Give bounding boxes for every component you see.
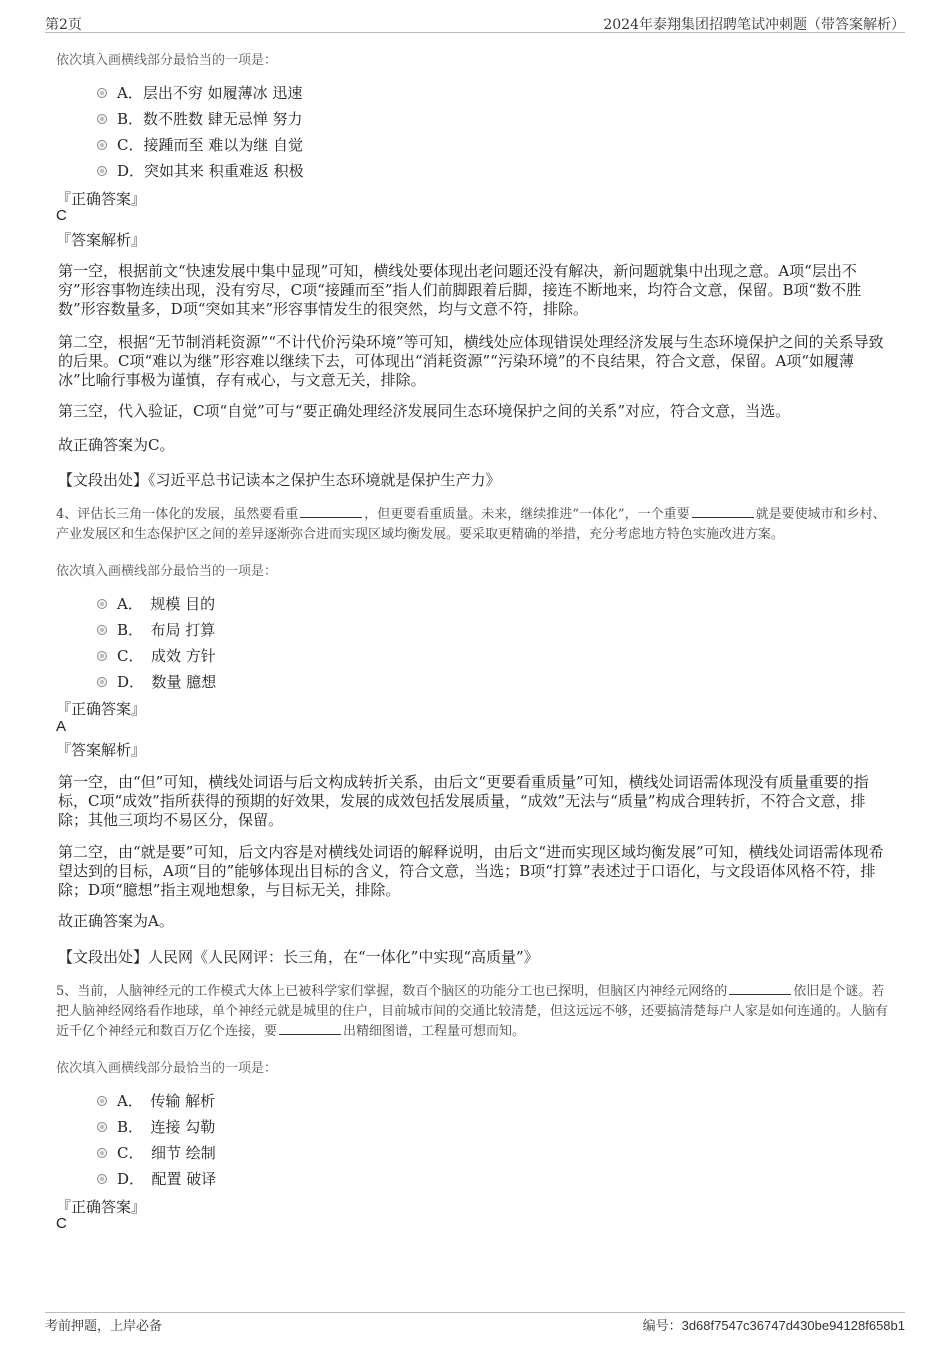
q3-option-d[interactable]: D．突如其来 积重难返 积极 xyxy=(97,160,304,180)
q3-analysis-para-3: 第三空，代入验证，C项“自觉”可与“要正确处理经济发展同生态环境保护之间的关系”对应，符合文意，当选。 xyxy=(58,402,791,420)
radio-icon[interactable] xyxy=(97,599,107,609)
page-header xyxy=(45,14,905,33)
q4-analysis-para-2: 第二空，由“就是要”可知，后文内容是对横线处词语的解释说明，由后文“进而实现区域均衡发展”可知，横线处词语需体现希望达到的目标，A项“目的”能够体现出目标的含义，符合文意，当选；B项“打算”表述过于口语化，与文段语体风格不符，排除；D项“臆想”指主观地想象，与目标无关，排除。 xyxy=(58,843,884,899)
q5-blank-1 xyxy=(729,982,791,995)
document-code: 编号：3d68f7547c36747d430be94128f658b1 xyxy=(642,1318,905,1334)
radio-icon[interactable] xyxy=(97,1174,107,1184)
q4-question: 4、评估长三角一体化的发展，虽然要看重 ，但更要看重质量。未来，继续推进“一体化”，一个重要 就是要使城市和乡村、产业发展区和生态保护区之间的差异逐渐弥合进而实现区域均衡发展。要采取更精确的举措，充分考虑地方特色实施改进方案。 xyxy=(56,507,886,542)
radio-icon[interactable] xyxy=(97,114,107,124)
q5-option-b[interactable]: B． 连接 勾勒 xyxy=(97,1116,215,1136)
q4-answer-label: 『正确答案』 xyxy=(56,700,147,718)
q3-source: 【文段出处】《习近平总书记读本之保护生态环境就是保护生产力》 xyxy=(58,471,501,489)
q5-option-a[interactable]: A． 传输 解析 xyxy=(97,1090,215,1110)
q4-option-c[interactable]: C． 成效 方针 xyxy=(97,645,216,665)
q3-analysis-label: 『答案解析』 xyxy=(56,231,147,249)
page-number: 第2页 xyxy=(45,17,82,33)
radio-icon[interactable] xyxy=(97,625,107,635)
q4-option-d[interactable]: D． 数量 臆想 xyxy=(97,671,216,691)
q4-answer: A xyxy=(56,718,67,735)
q4-source: 【文段出处】人民网《人民网评：长三角，在“一体化”中实现“高质量”》 xyxy=(58,948,539,966)
radio-icon[interactable] xyxy=(97,1096,107,1106)
q5-prompt: 依次填入画横线部分最恰当的一项是： xyxy=(56,1061,278,1076)
q5-option-d[interactable]: D． 配置 破译 xyxy=(97,1168,216,1188)
radio-icon[interactable] xyxy=(97,651,107,661)
q4-analysis-label: 『答案解析』 xyxy=(56,741,147,759)
q5-option-c[interactable]: C． 细节 绘制 xyxy=(97,1142,216,1162)
q4-analysis-para-1: 第一空，由“但”可知，横线处词语与后文构成转折关系，由后文“更要看重质量”可知，横线处词语需体现没有质量重要的指标，C项“成效”指所获得的预期的好效果，发展的成效包括发展质量，“成效”无法与“质量”构成合理转折，不符合文意，排除；其他三项均不易区分，保留。 xyxy=(58,773,869,829)
q3-option-a[interactable]: A．层出不穷 如履薄冰 迅速 xyxy=(97,82,302,102)
radio-icon[interactable] xyxy=(97,140,107,150)
radio-icon[interactable] xyxy=(97,88,107,98)
q3-analysis-para-2: 第二空，根据“无节制消耗资源”“不计代价污染环境”等可知，横线处应体现错误处理经济发展与生态环境保护之间的关系导致的后果。C项“难以为继”形容难以继续下去，可体现出“消耗资源”“污染环境”的不良结果，符合文意，保留。A项“如履薄冰”比喻行事极为谨慎，存有戒心，与文意无关，排除。 xyxy=(58,333,884,389)
page-footer xyxy=(45,1312,905,1333)
q4-option-b[interactable]: B． 布局 打算 xyxy=(97,619,215,639)
footer-slogan: 考前押题，上岸必备 xyxy=(45,1319,163,1334)
q4-blank-1 xyxy=(300,505,362,518)
q3-analysis-para-1: 第一空，根据前文“快速发展中集中显现”可知，横线处要体现出老问题还没有解决，新问题就集中出现之意。A项“层出不穷”形容事物连续出现，没有穷尽，C项“接踵而至”指人们前脚跟着后脚，接连不断地来，均符合文意，保留。B项“数不胜数”形容数量多，D项“突如其来”形容事情发生的很突然，均与文意不符，排除。 xyxy=(58,262,862,318)
radio-icon[interactable] xyxy=(97,1148,107,1158)
q3-answer-label: 『正确答案』 xyxy=(56,190,147,208)
q4-prompt: 依次填入画横线部分最恰当的一项是： xyxy=(56,564,278,579)
q3-option-b[interactable]: B．数不胜数 肆无忌惮 努力 xyxy=(97,108,303,128)
document-title: 2024年泰翔集团招聘笔试冲刺题（带答案解析） xyxy=(603,17,905,33)
q5-answer: C xyxy=(56,1215,67,1232)
q5-question: 5、当前，人脑神经元的工作模式大体上已被科学家们掌握，数百个脑区的功能分工也已探明，但脑区内神经元网络的 依旧是个谜。若把人脑神经网络看作地球，单个神经元就是城里的住户，目前城市间的交通比较清楚，但这远远不够，还要搞清楚每户人家是如何连通的。人脑有近千亿个神经元和数百万亿个连接，要 出精细图谱，工程量可想而知。 xyxy=(56,984,889,1039)
q5-answer-label: 『正确答案』 xyxy=(56,1198,147,1216)
q3-option-c[interactable]: C．接踵而至 难以为继 自觉 xyxy=(97,134,303,154)
q3-conclusion: 故正确答案为C。 xyxy=(58,436,175,454)
radio-icon[interactable] xyxy=(97,166,107,176)
q3-answer: C xyxy=(56,207,67,224)
q5-blank-2 xyxy=(279,1022,341,1035)
radio-icon[interactable] xyxy=(97,677,107,687)
q4-conclusion: 故正确答案为A。 xyxy=(58,912,174,930)
q4-blank-2 xyxy=(692,505,754,518)
q3-prompt: 依次填入画横线部分最恰当的一项是： xyxy=(56,53,278,68)
q4-option-a[interactable]: A． 规模 目的 xyxy=(97,593,215,613)
radio-icon[interactable] xyxy=(97,1122,107,1132)
